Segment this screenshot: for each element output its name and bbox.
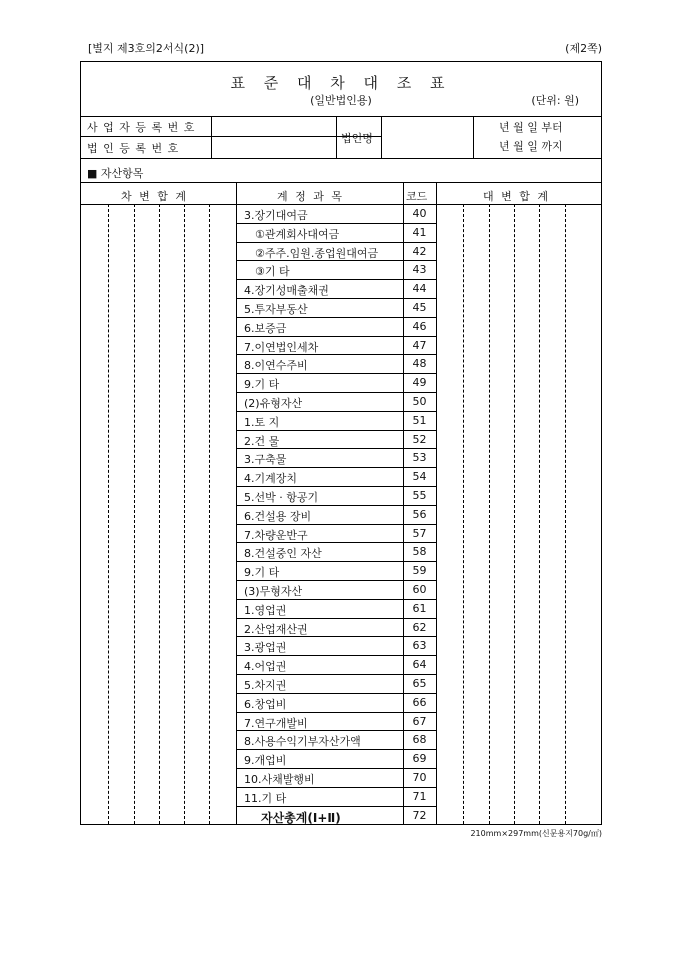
balance-sheet-form [80,61,602,825]
account-name: 7.연구개발비 [244,716,308,730]
account-code: 64 [412,658,427,672]
amount-divider [108,204,109,824]
section-label: 자산항목 [100,167,144,180]
row-divider [236,655,436,656]
account-name: 3.광업권 [244,641,287,655]
amount-divider [514,204,515,824]
account-code: 63 [412,639,427,653]
corp-name-label: 법인명 [341,132,373,145]
period-from: 년 월 일 부터 [499,121,563,134]
form-title: 표 준 대 차 대 조 표 [230,74,452,92]
row-divider [236,599,436,600]
account-code: 56 [412,507,427,521]
period-to: 년 월 일 까지 [499,140,563,153]
amount-divider [184,204,185,824]
account-code: 66 [412,695,427,709]
account-name: 9.개업비 [244,754,287,768]
row-divider [236,636,436,637]
divider [381,116,382,158]
divider [81,116,601,117]
amount-divider [209,204,210,824]
account-code: 47 [412,338,427,352]
account-name: 11.기 타 [244,791,287,805]
amount-divider [565,204,566,824]
row-divider [236,674,436,675]
account-code: 51 [412,413,427,427]
account-name: 2.건 물 [244,434,280,448]
account-code: 61 [412,601,427,615]
account-code: 59 [412,564,427,578]
account-code: 48 [412,357,427,371]
amount-divider [134,204,135,824]
form-subtitle: (일반법인용) [310,94,372,107]
account-code: 55 [412,489,427,502]
account-name: 8.이연수주비 [244,359,308,373]
account-name: 5.선박 · 항공기 [244,491,319,504]
account-code: 54 [412,470,427,484]
row-divider [236,693,436,694]
account-name: 5.차지권 [244,679,287,692]
account-code: 45 [412,301,427,314]
account-name: 8.건설중인 자산 [244,547,322,561]
row-divider [236,336,436,337]
account-name: 1.토 지 [244,415,280,429]
row-divider [236,392,436,393]
col-code-header: 코드 [406,190,428,203]
account-code: 72 [412,808,427,822]
paper-spec-note: 210mm×297mm(신문용지70g/㎡) [470,829,602,838]
row-divider [236,542,436,543]
account-code: 46 [412,319,427,333]
row-divider [236,317,436,318]
total-assets-label: 자산총계(Ⅰ+Ⅱ) [261,810,341,825]
row-divider [236,712,436,713]
row-divider [236,486,436,487]
row-divider [236,561,436,562]
amount-divider [159,204,160,824]
row-divider [236,749,436,750]
row-divider [236,730,436,731]
account-code: 58 [412,545,427,559]
account-name: 10.사채발행비 [244,773,315,786]
account-code: 40 [412,207,427,220]
account-name: 7.차량운반구 [244,528,308,542]
corp-reg-label: 법 인 등 록 번 호 [87,142,180,155]
amount-divider [539,204,540,824]
row-divider [236,448,436,449]
row-divider [236,279,436,280]
account-name: (3)무형자산 [244,585,303,598]
black-square-icon: ■ [87,167,98,180]
divider [473,116,474,158]
amount-divider [489,204,490,824]
account-code: 43 [412,263,427,277]
row-divider [236,260,436,261]
row-divider [236,618,436,619]
row-divider [236,411,436,412]
divider [336,116,337,158]
account-name: 4.기계장치 [244,472,297,486]
account-code: 67 [412,714,427,728]
account-code: 41 [412,225,427,239]
col-account-header: 계 정 과 목 [277,190,344,203]
account-name: 3.구축물 [244,453,287,467]
account-name: 8.사용수익기부자산가액 [244,735,361,749]
divider [436,182,437,824]
account-name: 1.영업권 [244,603,287,617]
account-code: 70 [412,771,427,784]
row-divider [236,505,436,506]
account-name: 9.기 타 [244,566,280,580]
page-label: (제2쪽) [565,42,602,55]
row-divider [236,430,436,431]
form-reference: [별지 제3호의2서식(2)] [88,42,205,55]
account-code: 69 [412,752,427,766]
account-name: ③기 타 [255,265,290,279]
account-name: 9.기 타 [244,378,280,392]
account-code: 44 [412,282,427,296]
col-credit-header: 대 변 합 계 [483,190,550,203]
unit-label: (단위: 원) [531,94,579,107]
section-header [87,165,143,181]
account-code: 65 [412,677,427,690]
row-divider [236,806,436,807]
account-code: 53 [412,451,427,465]
account-name: ①관계회사대여금 [255,227,340,241]
row-divider [236,298,436,299]
row-divider [236,223,436,224]
account-name: (2)유형자산 [244,397,303,410]
account-name: 4.장기성매출채권 [244,284,329,298]
divider [211,116,212,158]
row-divider [236,467,436,468]
account-name: 5.투자부동산 [244,303,308,316]
account-name: 3.장기대여금 [244,209,308,222]
row-divider [236,354,436,355]
row-divider [236,373,436,374]
account-code: 42 [412,244,427,258]
account-code: 49 [412,376,427,390]
row-divider [236,242,436,243]
account-name: ②주주.임원.종업원대여금 [255,246,379,260]
account-name: 6.건설용 장비 [244,509,312,523]
divider [81,158,601,159]
row-divider [236,768,436,769]
account-code: 60 [412,583,427,596]
account-name: 4.어업권 [244,660,287,674]
account-code: 52 [412,432,427,446]
row-divider [236,580,436,581]
account-name: 2.산업재산권 [244,622,308,636]
account-code: 71 [412,789,427,803]
row-divider [236,524,436,525]
amount-divider [463,204,464,824]
account-name: 7.이연법인세차 [244,340,319,354]
divider [81,182,601,183]
account-name: 6.보증금 [244,321,287,335]
account-code: 50 [412,395,427,408]
col-debit-header: 차 변 합 계 [121,190,188,203]
account-code: 57 [412,526,427,540]
account-code: 68 [412,733,427,747]
business-reg-label: 사 업 자 등 록 번 호 [87,121,196,134]
row-divider [236,787,436,788]
account-code: 62 [412,620,427,634]
account-name: 6.창업비 [244,697,287,711]
